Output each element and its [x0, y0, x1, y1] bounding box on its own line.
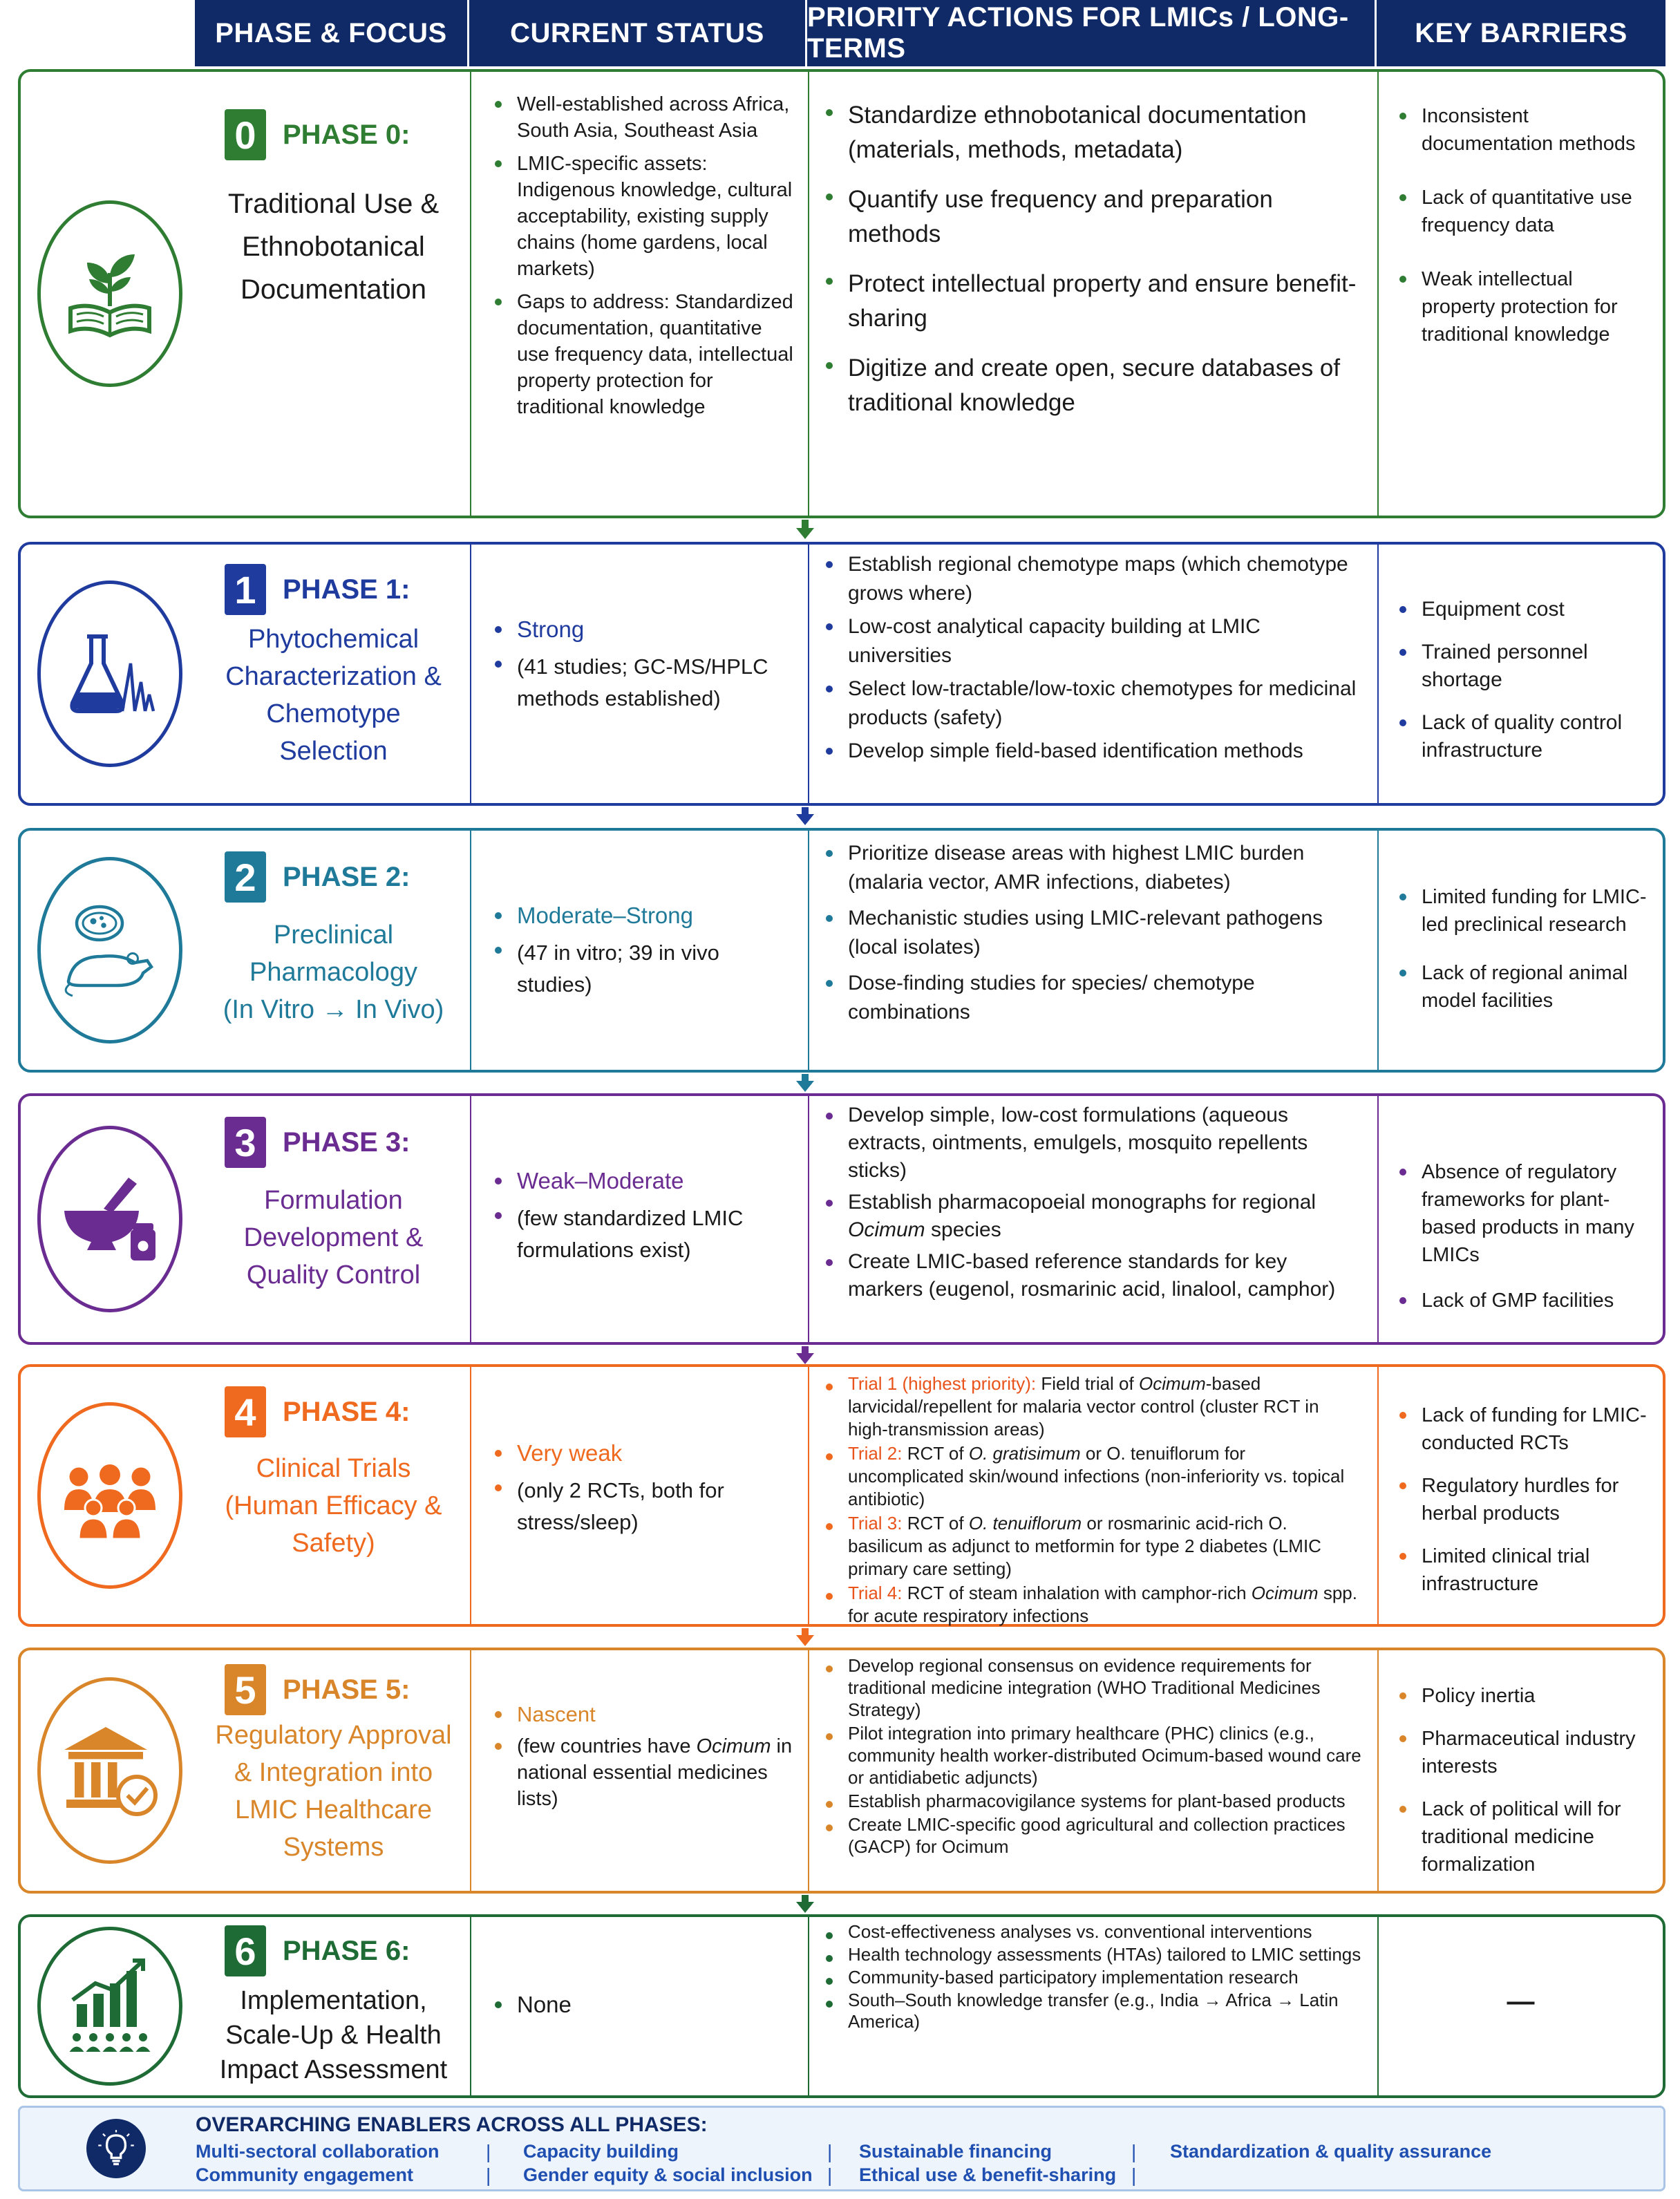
barrier-item: Policy inertia: [1397, 1682, 1652, 1710]
action-item: Mechanistic studies using LMIC-relevant pathogens (local isolates): [823, 904, 1363, 962]
status-detail: (only 2 RCTs, both for stress/sleep): [492, 1475, 794, 1538]
flow-arrow-head: [796, 1081, 814, 1092]
plant-book-icon: [37, 200, 182, 387]
barrier-item: Trained personnel shortage: [1397, 639, 1652, 694]
table-header: [195, 0, 1665, 66]
status-level: Very weak: [492, 1437, 794, 1469]
action-item: Develop simple field-based identification methods: [823, 737, 1363, 766]
flow-arrow-head: [796, 528, 814, 539]
barrier-item: Lack of funding for LMIC-conducted RCTs: [1397, 1401, 1652, 1457]
phase-title: Clinical Trials (Human Efficacy & Safety): [225, 1454, 442, 1558]
phase-label: PHASE 4:: [283, 1396, 410, 1427]
barrier-item: Lack of quantitative use frequency data: [1397, 184, 1652, 239]
action-item: Standardize ethnobotanical documentation (materials, methods, metadata): [823, 98, 1363, 167]
phase-number-badge: 4: [225, 1386, 266, 1437]
status-detail: (47 in vitro; 39 in vivo studies): [492, 937, 794, 1001]
phase-title: Regulatory Approval & Integration into LMIC Healthcare Systems: [215, 1721, 452, 1862]
status-list: [492, 1989, 794, 2021]
actions-list: [823, 98, 1363, 420]
enabler-item: Gender equity & social inclusion: [523, 2164, 813, 2185]
enabler-item: Ethical use & benefit-sharing: [859, 2164, 1117, 2185]
header-current-status: CURRENT STATUS: [469, 0, 807, 66]
action-item: Community-based participatory implementation research: [823, 1967, 1363, 1988]
status-list: [492, 1437, 794, 1538]
phase-number-badge: 5: [225, 1664, 266, 1715]
phase-4-row: [18, 1364, 1665, 1627]
status-list: [492, 1165, 794, 1266]
action-item: South–South knowledge transfer (e.g., India → Africa → Latin America): [823, 1990, 1363, 2032]
barrier-item: Lack of regional animal model facilities: [1397, 959, 1652, 1014]
phase-title: Preclinical Pharmacology (In Vitro → In Vivo): [223, 921, 444, 1024]
flask-chromatogram-icon: [37, 581, 182, 767]
people-group-icon: [37, 1402, 182, 1589]
status-level: Nascent: [492, 1699, 794, 1730]
actions-list: [823, 1921, 1363, 2032]
barrier-item: Lack of GMP facilities: [1397, 1287, 1652, 1314]
barrier-item: Absence of regulatory frameworks for plant-based products in many LMICs: [1397, 1158, 1652, 1269]
phase-label: PHASE 3:: [283, 1126, 410, 1158]
flow-arrow-head: [796, 1353, 814, 1364]
phase-number-badge: 3: [225, 1117, 266, 1168]
phase-label: PHASE 0:: [283, 119, 410, 150]
header-key-barriers: KEY BARRIERS: [1415, 17, 1627, 48]
trial-item: Trial 3: RCT of O. tenuiflorum or rosmarinic acid-rich O. basilicum as adjunct to metformin for type 2 diabetes (LMIC primary care setting): [823, 1512, 1363, 1580]
status-item: Gaps to address: Standardized documentation, quantitative use frequency data, intellectual property protection for traditional knowledge: [492, 289, 794, 420]
phase-label: PHASE 2:: [283, 861, 410, 892]
overarching-enablers-bar: [18, 2106, 1665, 2191]
growth-chart-people-icon: [37, 1927, 182, 2086]
trial-item: Trial 2: RCT of O. gratisimum or O. tenuiflorum for uncomplicated skin/wound infections (non-inferiority vs. topical antibiotic): [823, 1442, 1363, 1511]
status-detail: (few countries have Ocimum in national essential medicines lists): [492, 1733, 794, 1812]
status-level: None: [492, 1989, 794, 2021]
separator: |: [486, 2164, 491, 2186]
barrier-item: Lack of political will for traditional medicine formalization: [1397, 1795, 1652, 1878]
action-item: Digitize and create open, secure databases of traditional knowledge: [823, 351, 1363, 420]
action-item: Develop regional consensus on evidence requirements for traditional medicine integration (WHO Traditional Medicines Strategy): [823, 1654, 1363, 1721]
action-item: Protect intellectual property and ensure benefit-sharing: [823, 267, 1363, 336]
government-building-check-icon: [37, 1677, 182, 1864]
action-item: Dose-finding studies for species/ chemotype combinations: [823, 969, 1363, 1027]
separator: |: [1131, 2141, 1137, 2162]
flow-arrow-head: [796, 814, 814, 825]
status-list: [492, 900, 794, 1001]
status-item: LMIC-specific assets: Indigenous knowledge, cultural acceptability, existing supply chains (home gardens, local markets): [492, 151, 794, 282]
trial-item: Trial 4: RCT of steam inhalation with camphor-rich Ocimum spp. for acute respiratory infections: [823, 1582, 1363, 1627]
separator: |: [486, 2141, 491, 2162]
status-list: [492, 1699, 794, 1812]
actions-list: [823, 1372, 1363, 1627]
action-item: Cost-effectiveness analyses vs. conventional interventions: [823, 1921, 1363, 1943]
action-item: Create LMIC-specific good agricultural and collection practices (GACP) for Ocimum: [823, 1813, 1363, 1858]
action-item: Pilot integration into primary healthcare (PHC) clinics (e.g., community health worker-distributed Ocimum-based wound care or antidiabetic adjuncts): [823, 1722, 1363, 1789]
actions-list: [823, 1102, 1363, 1303]
barrier-item: Weak intellectual property protection for traditional knowledge: [1397, 265, 1652, 348]
phase-number-badge: 0: [225, 109, 266, 160]
lightbulb-icon: [86, 2119, 146, 2178]
action-item: Low-cost analytical capacity building at LMIC universities: [823, 612, 1363, 670]
enabler-item: Multi-sectoral collaboration: [196, 2141, 440, 2162]
trial-item: Trial 1 (highest priority): Field trial of Ocimum-based larvicidal/repellent for malaria vector control (cluster RCT in high-transmission areas): [823, 1372, 1363, 1441]
separator: |: [1131, 2164, 1137, 2186]
phase-2-row: [18, 828, 1665, 1073]
actions-list: [823, 550, 1363, 766]
barrier-item: Lack of quality control infrastructure: [1397, 709, 1652, 764]
status-level: Weak–Moderate: [492, 1165, 794, 1197]
phase-0-row: [18, 69, 1665, 518]
phase-number-badge: 1: [225, 564, 266, 615]
action-item: Establish pharmacopoeial monographs for regional Ocimum species: [823, 1189, 1363, 1244]
phase-title: Formulation Development & Quality Control: [243, 1186, 424, 1290]
phase-number-badge: 2: [225, 851, 266, 903]
enablers-title: OVERARCHING ENABLERS ACROSS ALL PHASES:: [196, 2113, 708, 2136]
no-barriers-dash: —: [1507, 1986, 1535, 2017]
phase-label: PHASE 1:: [283, 574, 410, 605]
barrier-item: Pharmaceutical industry interests: [1397, 1725, 1652, 1780]
actions-list: [823, 839, 1363, 1027]
enabler-item: Standardization & quality assurance: [1170, 2141, 1492, 2162]
action-item: Develop simple, low-cost formulations (aqueous extracts, ointments, emulgels, mosquito repellents sticks): [823, 1102, 1363, 1185]
phase-title: Implementation, Scale-Up & Health Impact Assessment: [219, 1986, 448, 2084]
barriers-list: [1397, 1401, 1652, 1613]
action-item: Establish pharmacovigilance systems for plant-based products: [823, 1790, 1363, 1812]
status-level: Moderate–Strong: [492, 900, 794, 932]
action-item: Select low-tractable/low-toxic chemotypes for medicinal products (safety): [823, 674, 1363, 733]
phase-1-row: [18, 542, 1665, 806]
phase-number-badge: 6: [225, 1925, 266, 1976]
phase-6-row: [18, 1914, 1665, 2098]
separator: |: [827, 2164, 833, 2186]
barriers-list: [1397, 1158, 1652, 1330]
status-item: Well-established across Africa, South Asia, Southeast Asia: [492, 91, 794, 144]
phase-title: Traditional Use & Ethnobotanical Documentation: [227, 189, 440, 305]
separator: |: [827, 2141, 833, 2162]
enabler-item: Community engagement: [196, 2164, 414, 2185]
phase-3-row: [18, 1093, 1665, 1345]
barrier-item: Limited clinical trial infrastructure: [1397, 1542, 1652, 1598]
action-item: Health technology assessments (HTAs) tailored to LMIC settings: [823, 1944, 1363, 1965]
barrier-item: Equipment cost: [1397, 596, 1652, 623]
phase-label: PHASE 6:: [283, 1935, 410, 1966]
barrier-item: Limited funding for LMIC-led preclinical research: [1397, 883, 1652, 938]
flow-arrow-head: [796, 1635, 814, 1646]
status-list: [492, 614, 794, 715]
flow-arrow-head: [796, 1902, 814, 1913]
status-detail: (41 studies; GC-MS/HPLC methods established): [492, 651, 794, 715]
enabler-item: Capacity building: [523, 2141, 679, 2162]
barriers-list: [1397, 596, 1652, 780]
status-detail: (few standardized LMIC formulations exist): [492, 1202, 794, 1266]
action-item: Establish regional chemotype maps (which chemotype grows where): [823, 550, 1363, 608]
action-item: Create LMIC-based reference standards for key markers (eugenol, rosmarinic acid, linalool, camphor): [823, 1248, 1363, 1303]
barriers-list: [1397, 102, 1652, 364]
actions-list: [823, 1654, 1363, 1858]
barriers-list: [1397, 883, 1652, 1030]
barrier-item: Inconsistent documentation methods: [1397, 102, 1652, 158]
mortar-pestle-icon: [37, 1126, 182, 1312]
action-item: Quantify use frequency and preparation methods: [823, 182, 1363, 252]
status-list: [492, 91, 794, 420]
phase-label: PHASE 5:: [283, 1674, 410, 1705]
enabler-item: Sustainable financing: [859, 2141, 1053, 2162]
petri-dish-mouse-icon: [37, 857, 182, 1044]
header-phase-focus: PHASE & FOCUS: [195, 0, 469, 66]
header-priority-actions: PRIORITY ACTIONS FOR LMICs / LONG-TERMS: [807, 0, 1377, 66]
status-level: Strong: [492, 614, 794, 645]
barriers-list: [1397, 1682, 1652, 1894]
phase-5-row: [18, 1648, 1665, 1894]
barrier-item: Regulatory hurdles for herbal products: [1397, 1472, 1652, 1527]
phase-title: Phytochemical Characterization & Chemotype Selection: [225, 625, 442, 766]
action-item: Prioritize disease areas with highest LMIC burden (malaria vector, AMR infections, diabetes): [823, 839, 1363, 897]
